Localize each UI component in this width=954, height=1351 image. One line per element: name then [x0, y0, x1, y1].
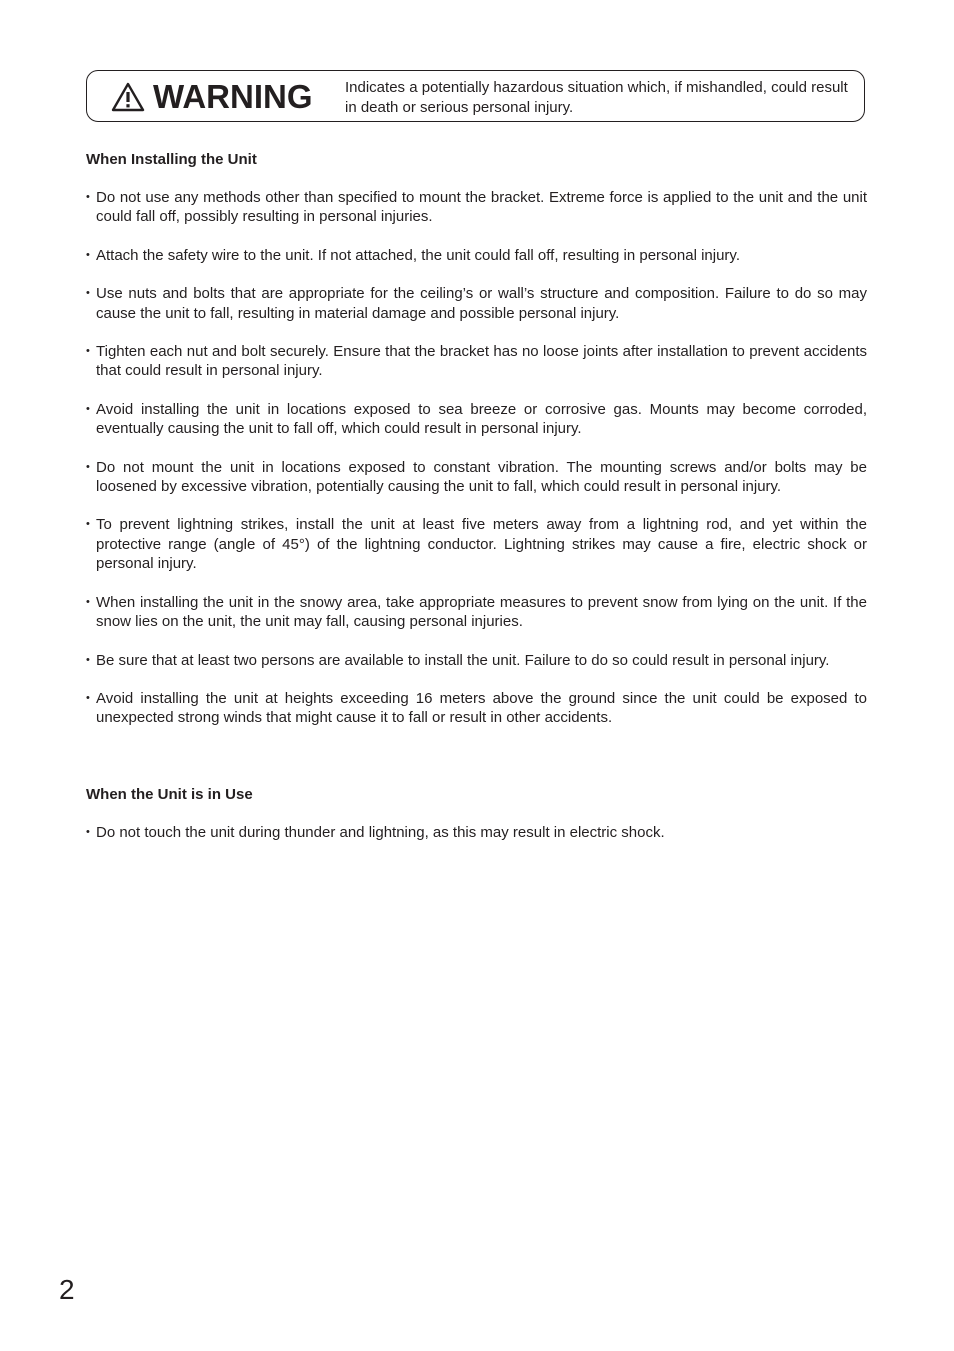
- list-item: • Do not mount the unit in locations exposed to constant vibration. The mounting screws and/or bolts may be loosened by excessive vibration, potentially causing the unit to fall, which could result in personal injury.: [86, 458, 867, 497]
- list-item: • Do not use any methods other than specified to mount the bracket. Extreme force is applied to the unit and the unit could fall off, possibly resulting in personal injuries.: [86, 188, 867, 227]
- installing-bullet-list: [86, 188, 867, 747]
- warning-heading: [111, 79, 313, 115]
- section-title-in-use: When the Unit is in Use: [86, 786, 253, 803]
- warning-label: WARNING: [153, 78, 313, 115]
- warning-box: [86, 70, 865, 122]
- list-item: • Attach the safety wire to the unit. If not attached, the unit could fall off, resulting in personal injury.: [86, 246, 867, 265]
- list-item: • Use nuts and bolts that are appropriate for the ceiling’s or wall’s structure and composition. Failure to do so may cause the unit to fall, resulting in material damage and possible personal injury.: [86, 284, 867, 323]
- list-item: • Avoid installing the unit at heights exceeding 16 meters above the ground since the unit could be exposed to unexpected strong winds that might cause it to fall or result in other accidents.: [86, 689, 867, 728]
- list-item: • Do not touch the unit during thunder and lightning, as this may result in electric shock.: [86, 823, 867, 842]
- list-item: • Avoid installing the unit in locations exposed to sea breeze or corrosive gas. Mounts may become corroded, eventually causing the unit to fall off, which could result in personal injury.: [86, 400, 867, 439]
- warning-triangle-icon: [111, 82, 145, 112]
- warning-description: Indicates a potentially hazardous situation which, if mishandled, could result in death or serious personal injury.: [345, 79, 848, 116]
- list-item: • Be sure that at least two persons are available to install the unit. Failure to do so could result in personal injury.: [86, 651, 867, 670]
- page-number: 2: [59, 1274, 75, 1305]
- in-use-bullet-list: [86, 823, 867, 861]
- list-item: • When installing the unit in the snowy area, take appropriate measures to prevent snow from lying on the unit. If the snow lies on the unit, the unit may fall, causing personal injuries.: [86, 593, 867, 632]
- list-item: • Tighten each nut and bolt securely. Ensure that the bracket has no loose joints after installation to prevent accidents that could result in personal injury.: [86, 342, 867, 381]
- section-title-installing: When Installing the Unit: [86, 151, 257, 168]
- list-item: • To prevent lightning strikes, install the unit at least five meters away from a lightning rod, and yet within the protective range (angle of 45°) of the lightning conductor. Lightning strikes may cause a fire, electric shock or personal injury.: [86, 515, 867, 573]
